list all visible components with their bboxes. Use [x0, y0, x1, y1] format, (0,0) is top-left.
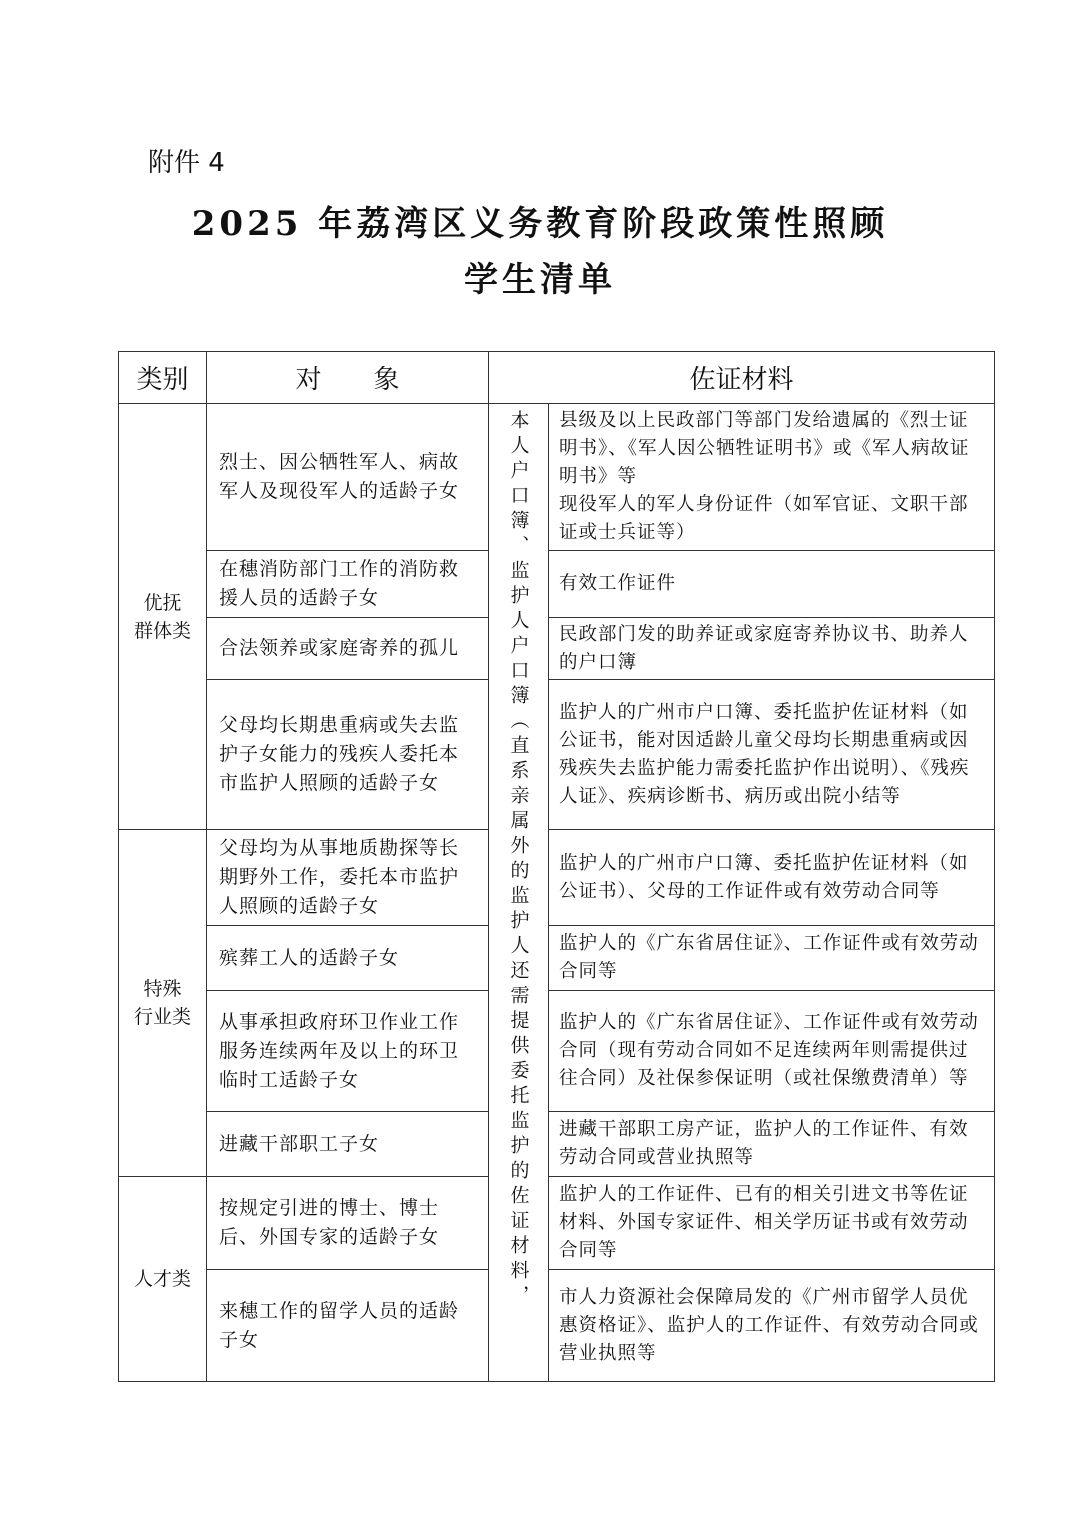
table-row: [119, 991, 995, 1112]
object-cell: 来穗工作的留学人员的适龄子女: [207, 1270, 489, 1382]
table-row: [119, 551, 995, 618]
material-cell: 市人力资源社会保障局发的《广州市留学人员优惠资格证》、监护人的工作证件、有效劳动合同或营业执照等: [549, 1270, 995, 1382]
document-title-line-2: 学生清单: [464, 260, 616, 300]
object-cell: 父母均长期患重病或失去监护子女能力的残疾人委托本市监护人照顾的适龄子女: [207, 680, 489, 830]
category-label: 特殊 行业类: [133, 978, 191, 1028]
object-cell: 按规定引进的博士、博士后、外国专家的适龄子女: [207, 1177, 489, 1270]
object-cell: 进藏干部职工子女: [207, 1112, 489, 1177]
table-row: [119, 618, 995, 680]
table-row: [119, 1177, 995, 1270]
object-cell: 父母均为从事地质勘探等长期野外工作，委托本市监护人照顾的适龄子女: [207, 830, 489, 926]
table-row: [119, 1270, 995, 1382]
material-cell: 有效工作证件: [549, 551, 995, 618]
material-cell: 县级及以上民政部门等部门发给遗属的《烈士证明书》、《军人因公牺牲证明书》或《军人病故证明书》等 现役军人的军人身份证件（如军官证、文职干部证或士兵证等）: [549, 404, 995, 551]
object-cell: 在穗消防部门工作的消防救援人员的适龄子女: [207, 551, 489, 618]
header-object: 对 象: [207, 352, 489, 404]
material-cell: 监护人的《广东省居住证》、工作证件或有效劳动合同等: [549, 926, 995, 991]
material-cell: 监护人的《广东省居住证》、工作证件或有效劳动合同（现有劳动合同如不足连续两年则需提供过往合同）及社保参保证明（或社保缴费清单）等: [549, 991, 995, 1112]
common-material-cell: [489, 404, 549, 1382]
attachment-label: 附件 4: [148, 148, 225, 178]
material-cell: 监护人的广州市户口簿、委托监护佐证材料（如公证书）、父母的工作证件或有效劳动合同等: [549, 830, 995, 926]
category-cell: [119, 1177, 207, 1382]
table-row: [119, 680, 995, 830]
material-cell: 民政部门发的助养证或家庭寄养协议书、助养人的户口簿: [549, 618, 995, 680]
header-material: 佐证材料: [489, 352, 995, 404]
table-row: [119, 1112, 995, 1177]
category-label: 优抚 群体类: [133, 591, 191, 642]
table-row: [119, 404, 995, 551]
category-label: 人才类: [133, 1268, 191, 1290]
common-material-text: 本人户口簿、监护人户口簿（直系亲属外的监护人还需提供委托监护的佐证材料，: [507, 410, 530, 1310]
table-header-row: [119, 352, 995, 404]
object-cell: 殡葬工人的适龄子女: [207, 926, 489, 991]
object-cell: 烈士、因公牺牲军人、病故军人及现役军人的适龄子女: [207, 404, 489, 551]
object-cell: 合法领养或家庭寄养的孤儿: [207, 618, 489, 680]
policy-students-table: [118, 351, 995, 1382]
material-cell: 监护人的工作证件、已有的相关引进文书等佐证材料、外国专家证件、相关学历证书或有效劳动合同等: [549, 1177, 995, 1270]
material-cell: 监护人的广州市户口簿、委托监护佐证材料（如公证书，能对因适龄儿童父母均长期患重病或因残疾失去监护能力需委托监护作出说明）、《残疾人证》、疾病诊断书、病历或出院小结等: [549, 680, 995, 830]
material-cell: 进藏干部职工房产证，监护人的工作证件、有效劳动合同或营业执照等: [549, 1112, 995, 1177]
header-category: 类别: [119, 352, 207, 404]
category-cell: [119, 830, 207, 1177]
document-title-line-1: 2025 年荔湾区义务教育阶段政策性照顾: [191, 204, 889, 244]
object-cell: 从事承担政府环卫作业工作服务连续两年及以上的环卫临时工适龄子女: [207, 991, 489, 1112]
table-row: [119, 926, 995, 991]
category-cell: [119, 404, 207, 830]
table-row: [119, 830, 995, 926]
